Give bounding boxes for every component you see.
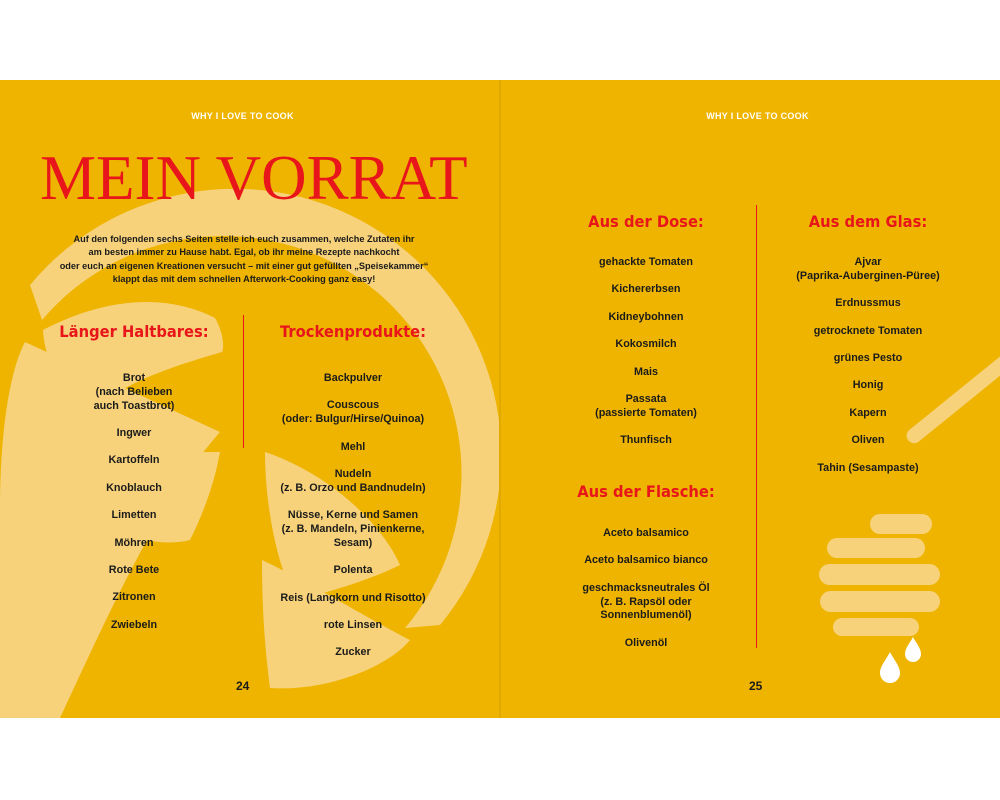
list-item: Zucker: [335, 646, 371, 659]
item-list: [39, 372, 229, 633]
running-head: WHY I LOVE TO COOK: [706, 111, 809, 121]
list-item: Erdnussmus: [835, 297, 901, 310]
list-item: Möhren: [114, 536, 154, 549]
list-item: Kartoffeln: [108, 454, 160, 467]
left-page: [0, 80, 500, 718]
intro-line: klappt das mit dem schnellen Afterwork-Cooking ganz easy!: [112, 273, 376, 284]
list-item: Brot (nach Belieben auch Toastbrot): [93, 372, 175, 412]
list-item: getrocknete Tomaten: [813, 324, 923, 337]
column-heading: Trockenprodukte:: [279, 322, 426, 341]
intro-line: Auf den folgenden sechs Seiten stelle ich euch zusammen, welche Zutaten ihr: [73, 234, 415, 244]
list-item: Mais: [633, 365, 658, 378]
book-spread: [0, 80, 1000, 718]
list-item: Limetten: [111, 509, 157, 522]
list-item: Honig: [852, 379, 884, 392]
list-item: gehackte Tomaten: [599, 256, 693, 268]
item-list: [550, 256, 742, 448]
column-heading: Aus dem Glas:: [808, 212, 928, 231]
column-heading: Aus der Dose:: [588, 212, 704, 231]
list-item: Kidneybohnen: [608, 310, 684, 323]
list-item: Aceto balsamico: [603, 527, 689, 539]
column-divider: [243, 315, 244, 448]
list-item: Polenta: [333, 564, 373, 577]
item-list: [550, 527, 742, 651]
list-item: Kokosmilch: [615, 338, 677, 351]
column-divider: [756, 205, 757, 648]
list-item: Knoblauch: [106, 481, 162, 494]
column-laenger-haltbares: [39, 321, 229, 633]
page-number: 25: [749, 679, 763, 693]
intro-line: am besten immer zu Hause habt. Egal, ob ihr meine Rezepte nachkocht: [88, 247, 400, 258]
list-item: Zwiebeln: [110, 618, 158, 631]
list-item: Rote Bete: [108, 563, 160, 576]
list-item: Tahin (Sesampaste): [817, 461, 919, 474]
list-item: rote Linsen: [323, 618, 383, 631]
list-item: geschmacksneutrales Öl (z. B. Rapsöl oder Sonnenblumenöl): [582, 581, 710, 622]
running-head: WHY I LOVE TO COOK: [191, 111, 294, 121]
column-heading: Aus der Flasche:: [577, 482, 715, 501]
item-list: [768, 256, 968, 475]
page-title: MEIN VORRAT: [40, 143, 468, 213]
right-page: [500, 80, 1000, 718]
column-trockenprodukte: [253, 321, 453, 660]
item-list: [253, 372, 453, 660]
list-item: Aceto balsamico bianco: [584, 554, 708, 567]
list-item: Reis (Langkorn und Risotto): [280, 591, 426, 604]
list-item: Backpulver: [323, 372, 383, 384]
list-item: Ajvar (Paprika-Auberginen-Püree): [796, 256, 940, 282]
list-item: Mehl: [340, 440, 366, 453]
intro-paragraph: [40, 233, 448, 286]
list-item: Oliven: [851, 434, 885, 447]
list-item: grünes Pesto: [833, 351, 903, 364]
list-item: Ingwer: [116, 426, 152, 439]
honey-drop-icon: [880, 637, 921, 683]
column-aus-dem-glas: [768, 211, 968, 475]
page-number: 24: [236, 679, 250, 693]
intro-line: oder euch an eigenen Kreationen versucht – mit einer gut gefüllten „Speisekammer“: [59, 260, 429, 271]
column-heading: Länger Haltbares:: [59, 322, 209, 341]
list-item: Nudeln (z. B. Orzo und Bandnudeln): [280, 467, 426, 494]
list-item: Olivenöl: [624, 636, 668, 649]
list-item: Kapern: [849, 406, 887, 419]
list-item: Kichererbsen: [611, 283, 681, 296]
list-item: Nüsse, Kerne und Samen (z. B. Mandeln, Pinienkerne, Sesam): [281, 509, 425, 549]
list-item: Couscous (oder: Bulgur/Hirse/Quinoa): [281, 399, 425, 426]
list-item: Thunfisch: [620, 434, 672, 447]
column-aus-der-dose: [550, 211, 742, 448]
list-item: Zitronen: [112, 591, 156, 604]
list-item: Passata (passierte Tomaten): [595, 392, 697, 419]
column-aus-der-flasche: [550, 481, 742, 651]
